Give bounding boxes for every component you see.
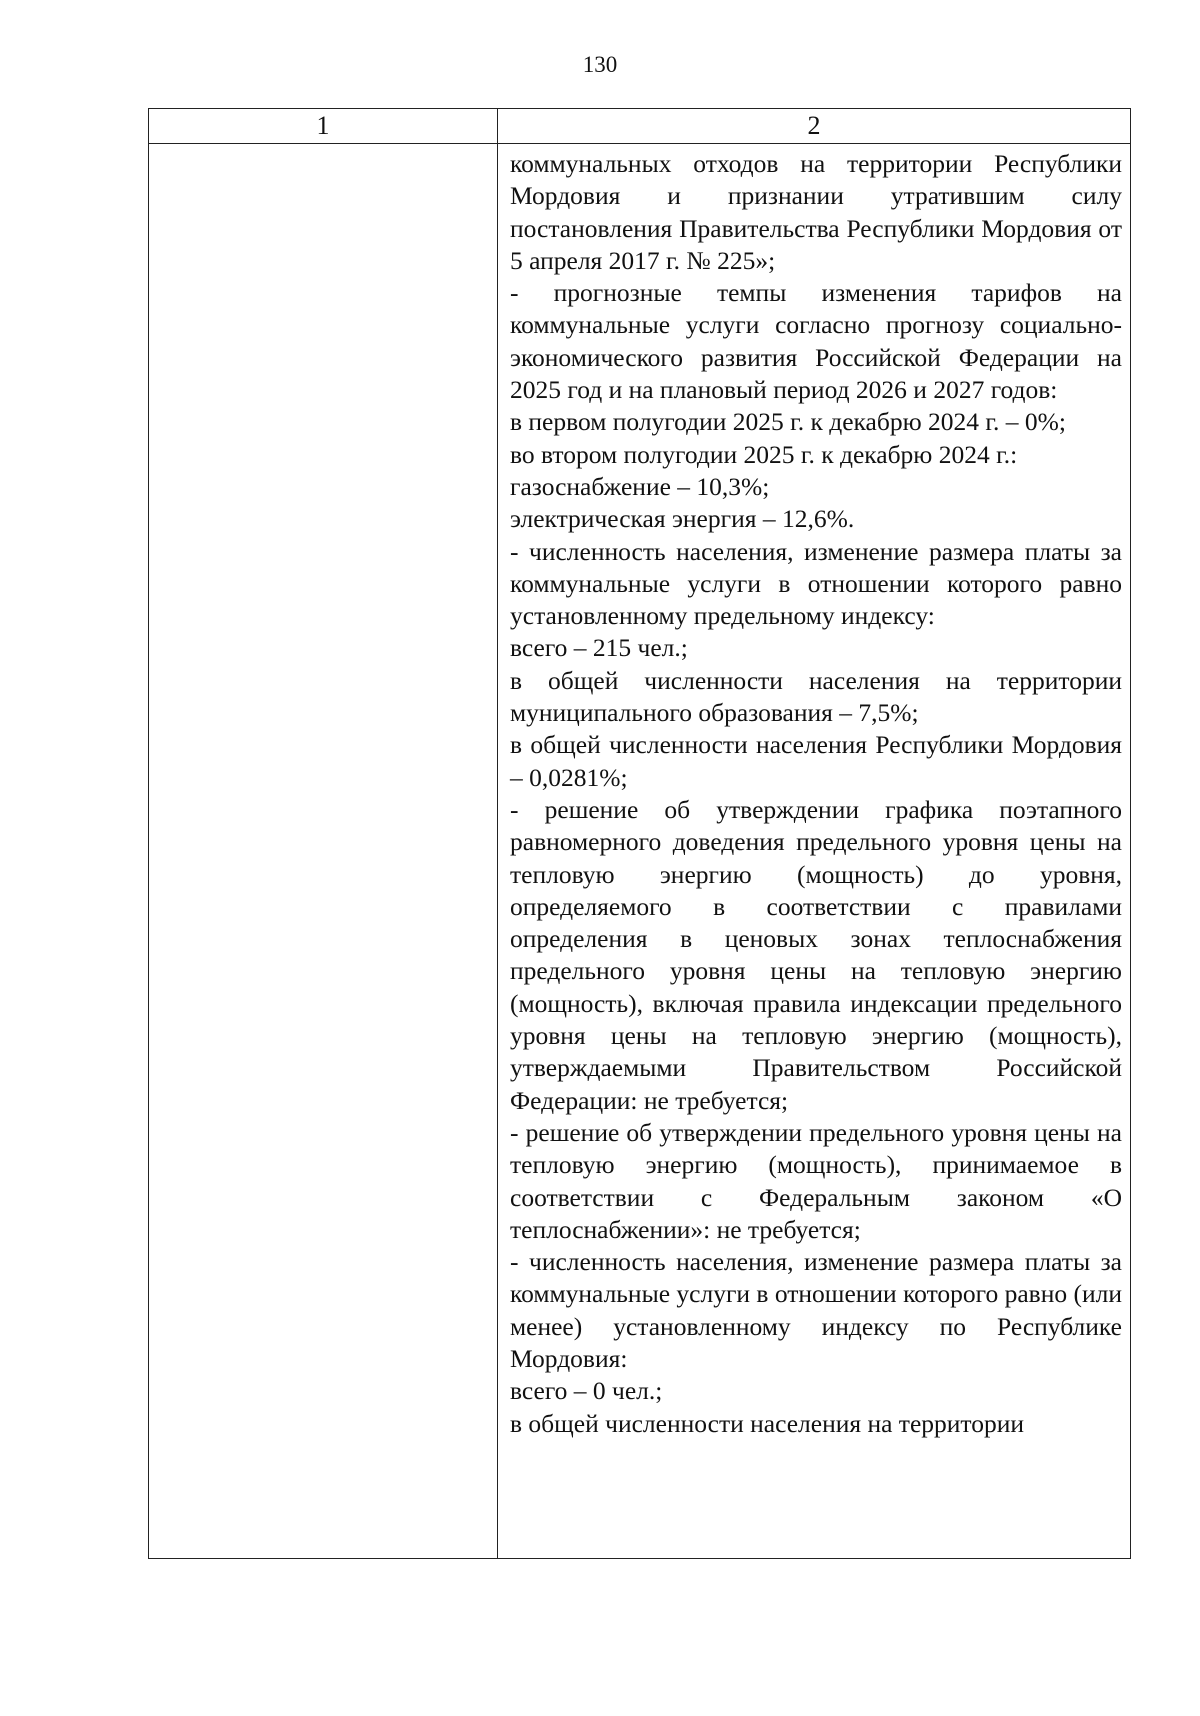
- paragraph: в общей численности населения на территории муниципального образования – 7,5%;: [510, 665, 1122, 728]
- paragraph: электрическая энергия – 12,6%.: [510, 504, 855, 534]
- paragraph: газоснабжение – 10,3%;: [510, 471, 770, 501]
- paragraph: - численность населения, изменение размера платы за коммунальные услуги в отношении которого равно установленному предельному индексу:: [510, 536, 1122, 631]
- paragraph: в первом полугодии 2025 г. к декабрю 2024 г. – 0%;: [510, 407, 1066, 437]
- paragraph: - прогнозные темпы изменения тарифов на коммунальные услуги согласно прогнозу социально-экономического развития Российской Федерации на 2025 год и на плановый период 2026 и 2027 годов:: [510, 278, 1122, 405]
- table-header-row: [149, 109, 1131, 144]
- paragraph: во втором полугодии 2025 г. к декабрю 2024 г.:: [510, 439, 1018, 469]
- paragraph: в общей численности населения на территории: [510, 1408, 1025, 1438]
- paragraph: всего – 215 чел.;: [510, 633, 688, 663]
- table-row: [149, 144, 1131, 1559]
- paragraph: коммунальных отходов на территории Республики Мордовия и признании утратившим силу постановления Правительства Республики Мордовия от 5 апреля 2017 г. № 225»;: [510, 149, 1122, 275]
- column-2-header: 2: [498, 109, 1131, 144]
- paragraph: в общей численности населения Республики Мордовия – 0,0281%;: [510, 730, 1122, 792]
- column-1-header: 1: [149, 109, 498, 144]
- column-2-text: [498, 144, 1130, 1440]
- page-number: 130: [582, 52, 618, 77]
- document-table: [148, 108, 1131, 1559]
- paragraph: - решение об утверждении предельного уровня цены на тепловую энергию (мощность), принимаемое в соответствии с Федеральным законом «О теплоснабжении»: не требуется;: [510, 1117, 1122, 1244]
- paragraph: - решение об утверждении графика поэтапного равномерного доведения предельного уровня цены на тепловую энергию (мощность) до уровня, определяемого в соответствии с правилами определения в ценовых зонах теплоснабжения предельного уровня цены на тепловую энергию (мощность), включая правила индексации предельного уровня цены на тепловую энергию (мощность), утверждаемыми Правительством Российской Федерации: не требуется;: [510, 794, 1122, 1115]
- column-2-cell: [498, 144, 1131, 1559]
- column-1-cell: [149, 144, 498, 1559]
- paragraph: всего – 0 чел.;: [510, 1376, 663, 1406]
- paragraph: - численность населения, изменение размера платы за коммунальные услуги в отношении которого равно (или менее) установленному индексу по Республике Мордовия:: [510, 1247, 1122, 1373]
